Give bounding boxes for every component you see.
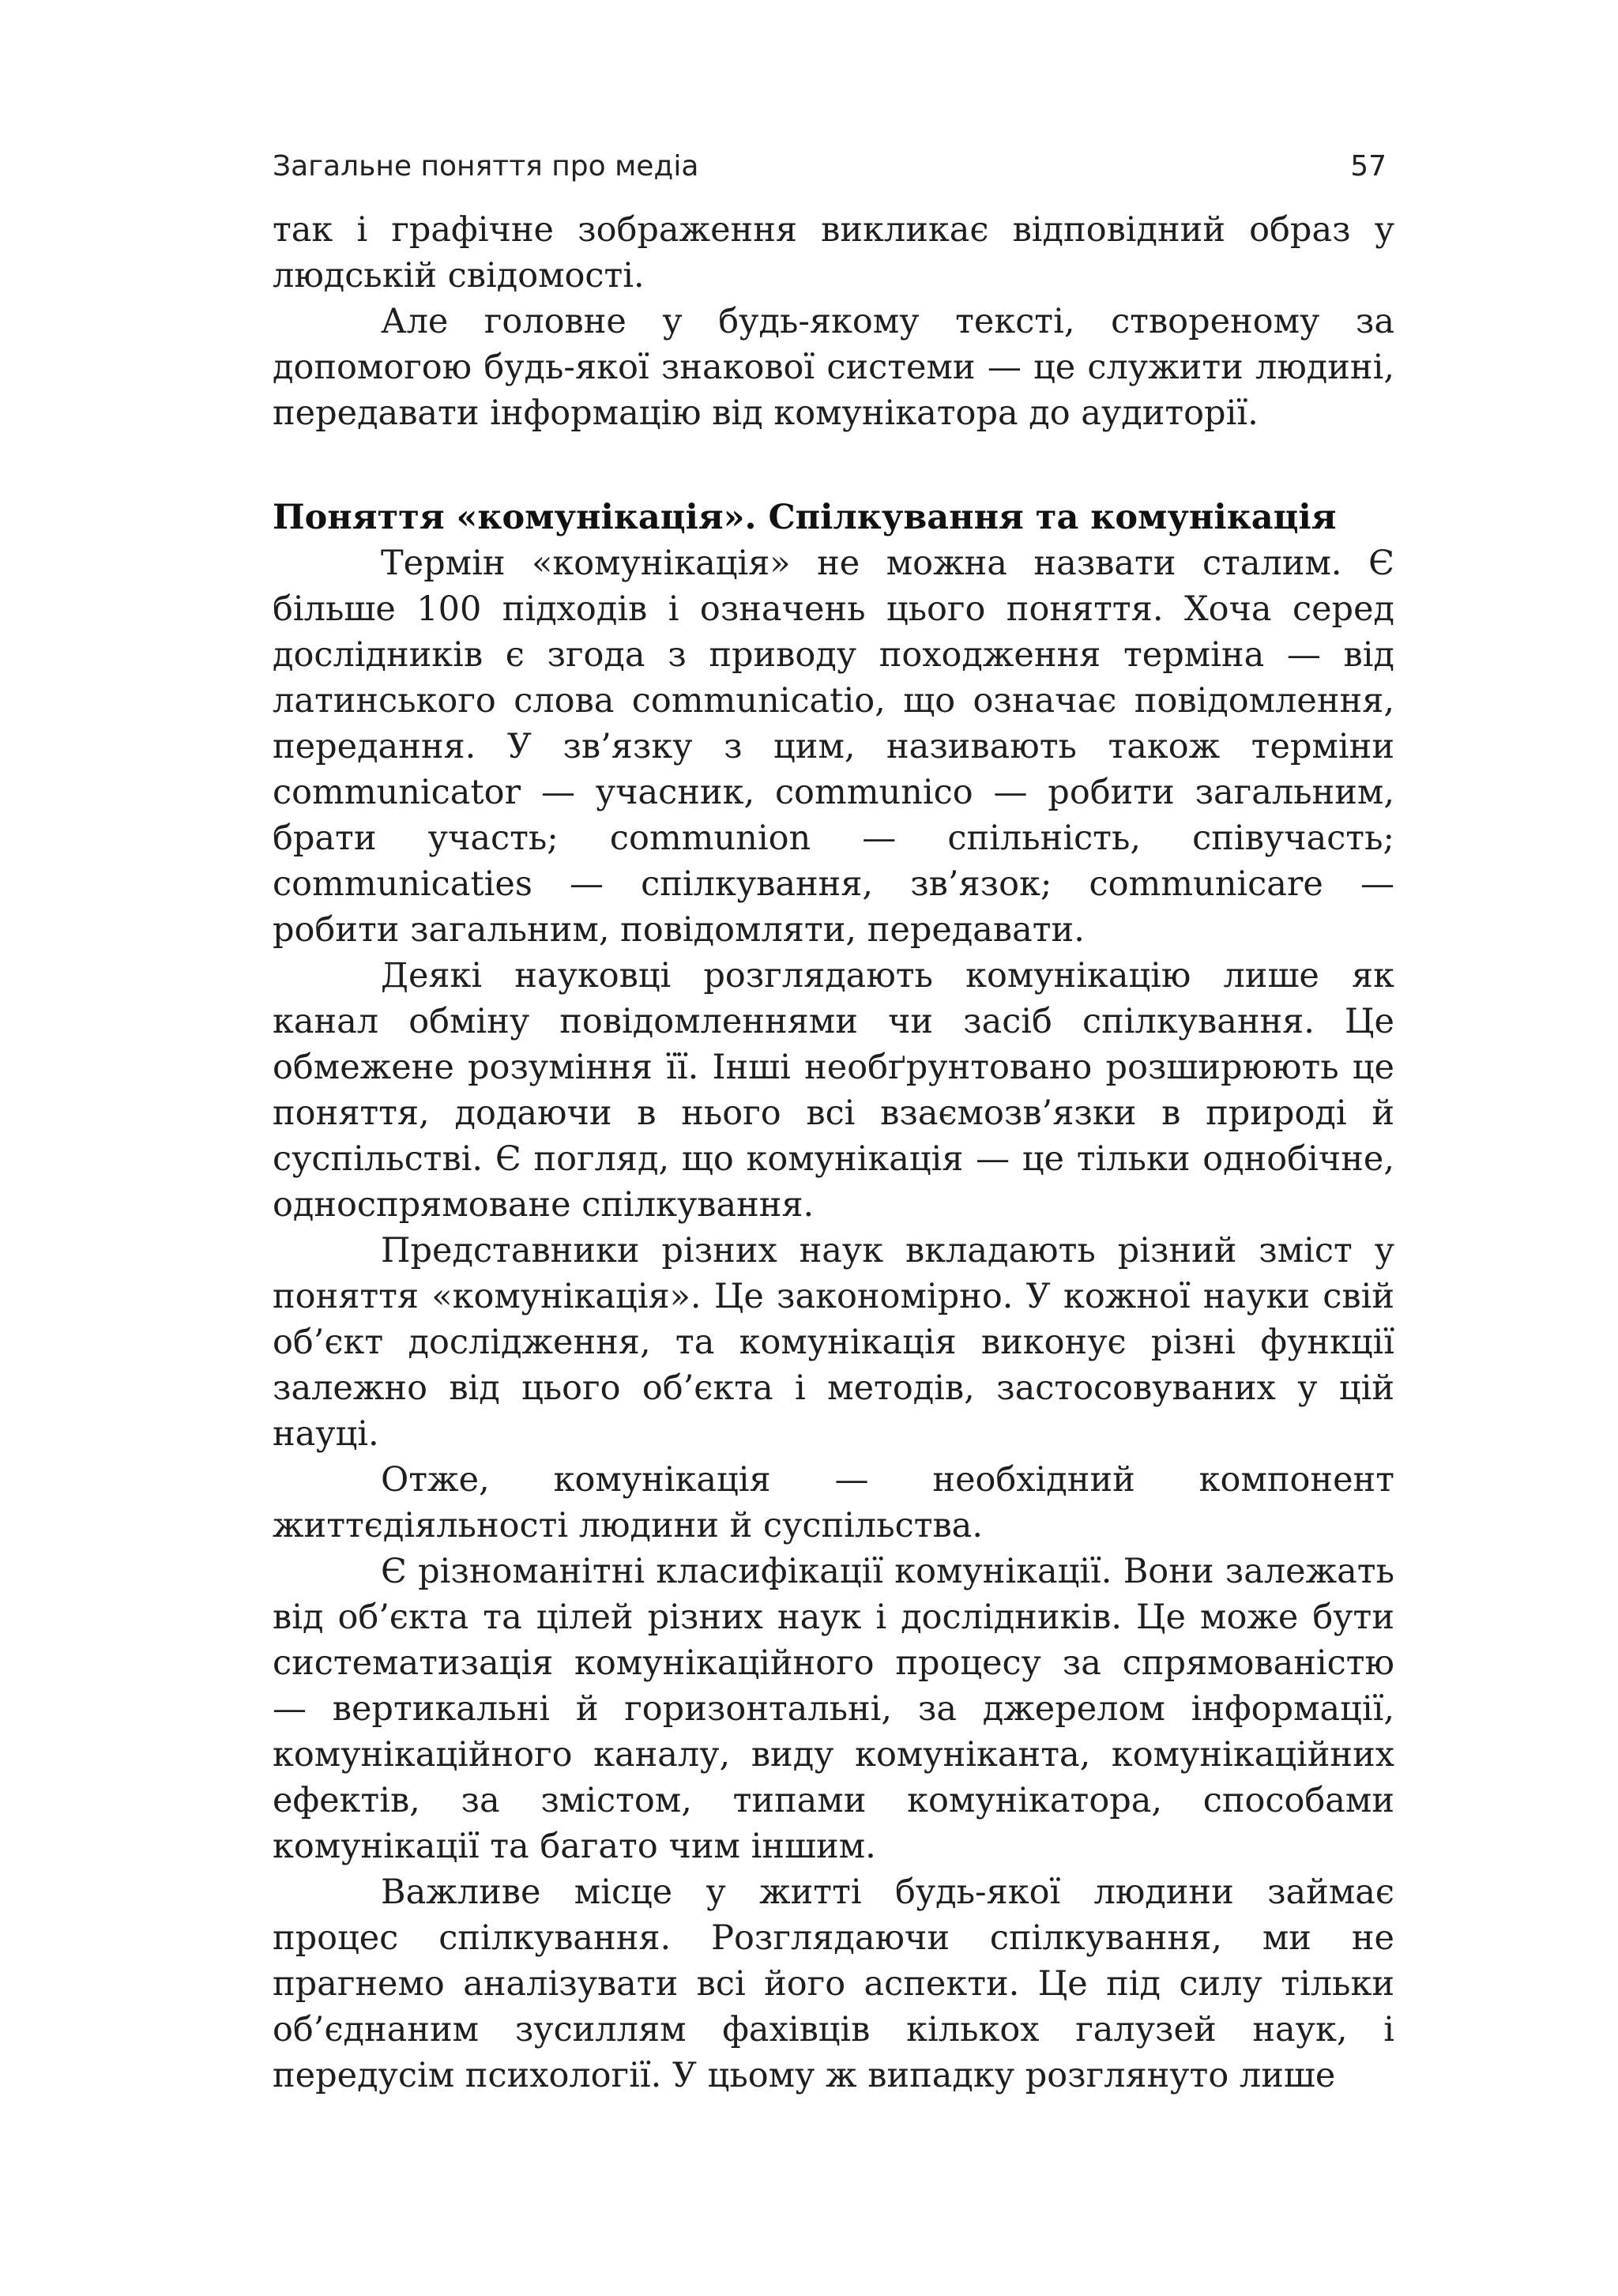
paragraph: Є різноманітні класифікації комунікації. Вони залежать від об’єкта та цілей різних наук і дослідників. Це може бути систематизація комунікаційного процесу за спрямованістю — вертикальні й горизонтальні, за джерелом інформації, комунікаційного каналу, виду комуніканта, комунікаційних ефектів, за змістом, типами комунікатора, способами комунікації та багато чим іншим. [273,1552,1394,1866]
paragraph: Термін «комунікація» не можна назвати сталим. Є більше 100 підходів і означень цього поняття. Хоча серед дослідників є згода з приводу походження терміна — від латинського слова communicatio, що означає повідомлення, передання. У зв’язку з цим, називають також терміни communicator — учасник, communico — робити загальним, брати участь; communion — спільність, співучасть; communicaties — спілкування, зв’язок; communicare — робити загальним, повідомляти, передавати. [273,544,1394,950]
paragraph: Представники різних наук вкладають різний зміст у поняття «комунікація». Це закономірно. У кожної науки свій об’єкт дослідження, та комунікація виконує різні функції залежно від цього об’єкта і методів, застосовуваних у цій науці. [273,1231,1394,1454]
paragraph: Але головне у будь-якому тексті, створеному за допомогою будь-якої знакової системи — це служити людині, передавати інформацію від комунікатора до аудиторії. [273,302,1394,433]
paragraph: Важливе місце у житті будь-якої людини займає процес спілкування. Розглядаючи спілкування, ми не прагнемо аналізувати всі його аспекти. Це під силу тільки об’єднаним зусиллям фахівців кількох галузей наук, і передусім психології. У цьому ж випадку розглянуто лише [273,1873,1394,2095]
paragraph: Деякі науковці розглядають комунікацію лише як канал обміну повідомленнями чи засіб спілкування. Це обмежене розуміння її. Інші необґрунтовано розширюють це поняття, додаючи в нього всі взаємозв’язки в природі й суспільстві. Є погляд, що комунікація — це тільки однобічне, односпрямоване спілкування. [273,956,1394,1225]
running-head [273,150,1387,198]
paragraph-continuation: так і графічне зображення викликає відповідний образ у людській свідомості. [273,210,1394,295]
section-heading: Поняття «комунікація». Спілкування та комунікація [273,498,1337,537]
body-text [273,207,1394,2098]
paragraph: Отже, комунікація — необхідний компонент життєдіяльності людини й суспільства. [273,1460,1394,1545]
page-number: 57 [1350,150,1387,183]
running-head-title: Загальне поняття про медіа [273,150,699,183]
